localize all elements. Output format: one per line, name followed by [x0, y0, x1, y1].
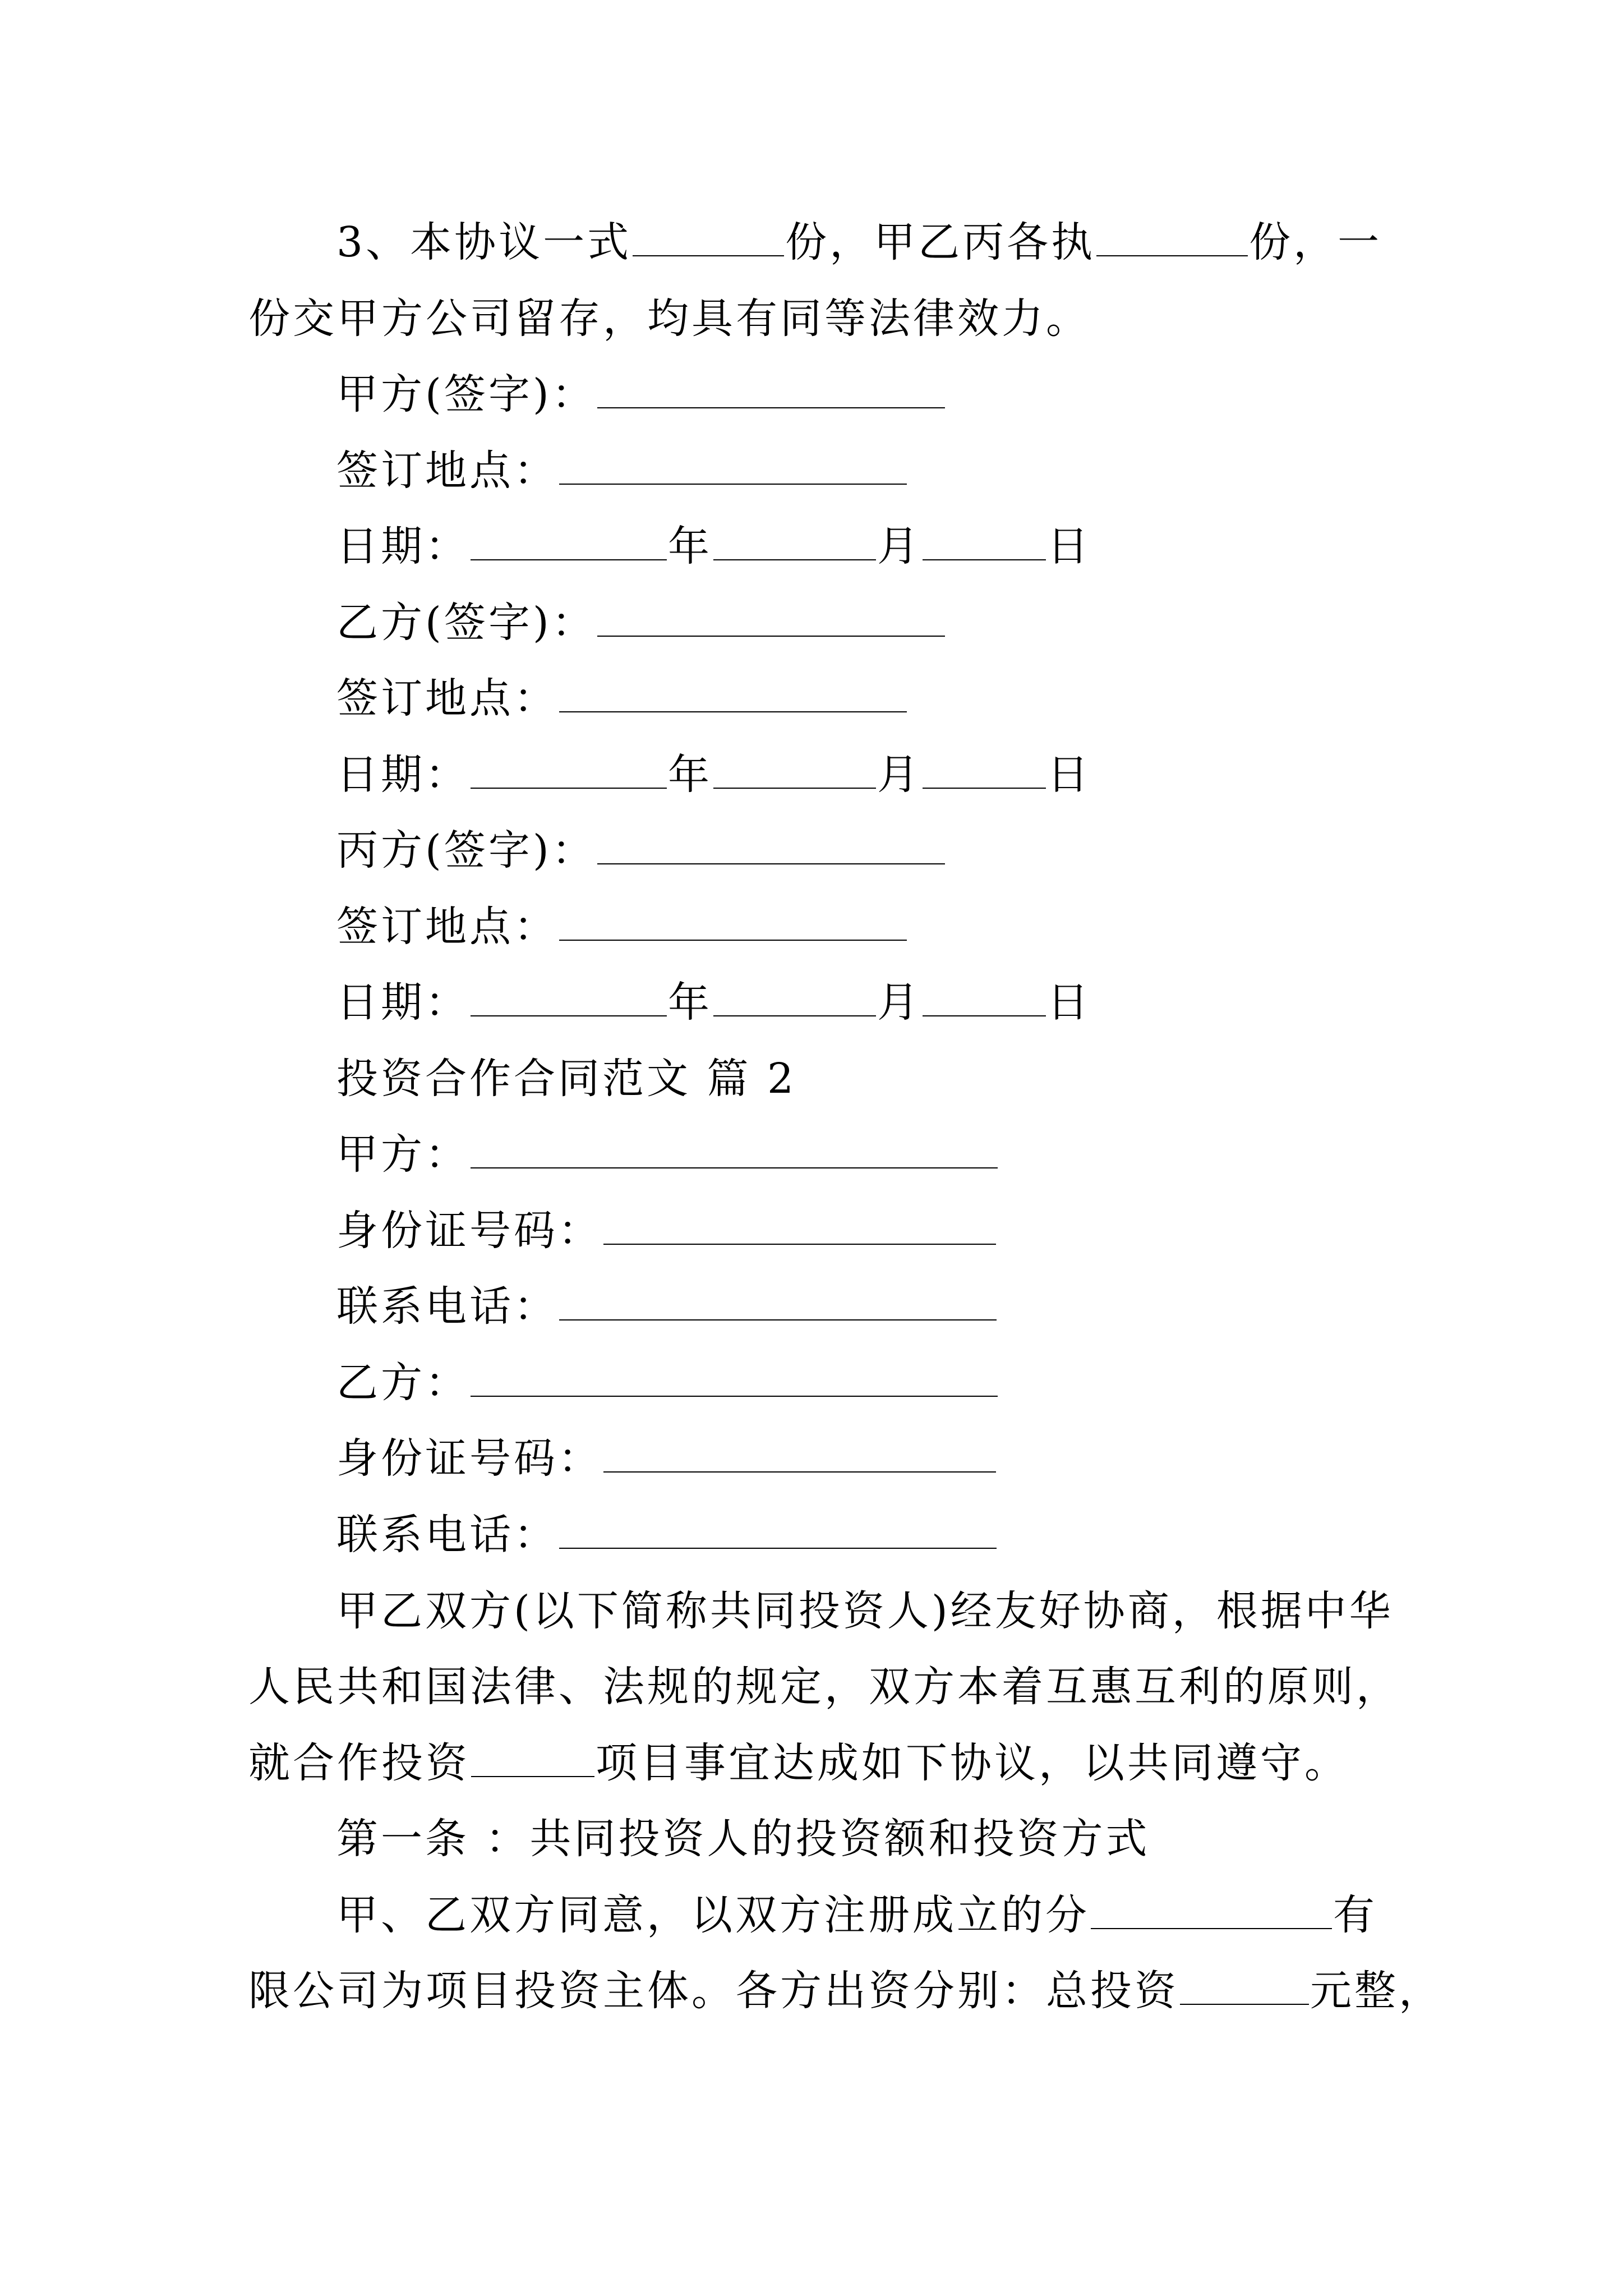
signing-place-label: 签订地点：: [336, 447, 558, 495]
day-blank: [923, 559, 1046, 560]
project-blank: [471, 1775, 594, 1777]
intro-paragraph-line-2: 人民共和国法律、法规的规定，双方本着互惠互利的原则，: [248, 1663, 1400, 1711]
month-blank: [713, 1015, 876, 1016]
signature-blank: [597, 635, 945, 637]
day-blank: [923, 787, 1046, 789]
clause-3-line-1: [336, 214, 1623, 270]
year-label: 年: [668, 978, 712, 1027]
total-investment-blank: [1180, 2003, 1309, 2005]
year-blank: [471, 1015, 667, 1016]
month-label: 月: [877, 751, 921, 799]
day-label: 日: [1047, 522, 1091, 570]
date-label: 日期：: [336, 978, 469, 1027]
signing-place-label: 签订地点：: [336, 903, 558, 951]
day-blank: [923, 1015, 1046, 1016]
phone-blank: [559, 1319, 997, 1320]
year-blank: [471, 559, 667, 560]
party-a-signature-label: 甲方(签字)：: [336, 370, 596, 418]
party-a-phone-line: [336, 1278, 1623, 1335]
copies-each-blank: [1096, 255, 1248, 256]
phone-blank: [559, 1547, 997, 1549]
year-label: 年: [668, 522, 712, 570]
date-label: 日期：: [336, 522, 469, 570]
id-number-label: 身份证号码：: [336, 1434, 602, 1483]
party-b-phone-line: [336, 1507, 1623, 1563]
party-b-blank: [471, 1395, 998, 1397]
party-b-date-line: [336, 747, 1623, 803]
id-number-blank: [603, 1243, 996, 1245]
party-b-place-line: [336, 670, 1623, 726]
company-name-blank: [1091, 1927, 1332, 1929]
id-number-blank: [603, 1471, 996, 1473]
day-label: 日: [1047, 978, 1091, 1027]
signing-place-label: 签订地点：: [336, 674, 558, 723]
copies-total-blank: [633, 255, 784, 256]
year-label: 年: [668, 751, 712, 799]
place-blank: [559, 939, 907, 941]
party-b-signature-line: [336, 595, 1623, 651]
month-label: 月: [877, 522, 921, 570]
month-label: 月: [877, 978, 921, 1027]
intro-text: 项目事宜达成如下协议，以共同遵守。: [596, 1739, 1349, 1787]
party-c-date-line: [336, 974, 1623, 1030]
intro-text: 就合作投资: [248, 1739, 470, 1787]
clause-3-text: 份，一: [1249, 218, 1382, 266]
party-b-label: 乙方：: [336, 1359, 469, 1407]
id-number-label: 身份证号码：: [336, 1207, 602, 1255]
section-2-title: 投资合作合同范文 篇 2: [336, 1055, 797, 1103]
article-1-line-2: [248, 1963, 1623, 2019]
day-label: 日: [1047, 751, 1091, 799]
phone-label: 联系电话：: [336, 1511, 558, 1559]
month-blank: [713, 787, 876, 789]
party-b-line: [336, 1355, 1623, 1411]
month-blank: [713, 559, 876, 560]
article-1-text: 元整，: [1310, 1967, 1443, 2015]
party-a-signature-line: [336, 366, 1623, 422]
party-a-blank: [471, 1167, 998, 1168]
party-a-line: [336, 1126, 1623, 1182]
party-a-label: 甲方：: [336, 1130, 469, 1179]
party-b-signature-label: 乙方(签字)：: [336, 599, 596, 647]
date-label: 日期：: [336, 751, 469, 799]
year-blank: [471, 787, 667, 789]
party-a-date-line: [336, 518, 1623, 574]
clause-3-text: 3、本协议一式: [336, 218, 632, 266]
signature-blank: [597, 863, 945, 864]
phone-label: 联系电话：: [336, 1282, 558, 1331]
intro-paragraph-line-3: [248, 1735, 1623, 1791]
article-1-line-1: [336, 1887, 1623, 1943]
article-1-text: 有: [1333, 1891, 1377, 1939]
party-c-place-line: [336, 899, 1623, 955]
article-1-title: 第一条 ：共同投资人的投资额和投资方式: [336, 1815, 1150, 1863]
article-1-text: 限公司为项目投资主体。各方出资分别：总投资: [248, 1967, 1179, 2015]
signature-blank: [597, 407, 945, 408]
article-1-text: 甲、乙双方同意，以双方注册成立的分: [336, 1891, 1090, 1939]
intro-paragraph-line-1: 甲乙双方(以下简称共同投资人)经友好协商，根据中华: [336, 1587, 1394, 1635]
party-c-signature-label: 丙方(签字)：: [336, 826, 596, 875]
party-b-id-line: [336, 1430, 1623, 1487]
party-a-id-line: [336, 1203, 1623, 1259]
place-blank: [559, 483, 907, 485]
clause-3-text: 份，甲乙丙各执: [785, 218, 1096, 266]
place-blank: [559, 711, 907, 712]
party-c-signature-line: [336, 822, 1623, 878]
clause-3-line-2: 份交甲方公司留存，均具有同等法律效力。: [248, 295, 1090, 343]
party-a-place-line: [336, 443, 1623, 499]
